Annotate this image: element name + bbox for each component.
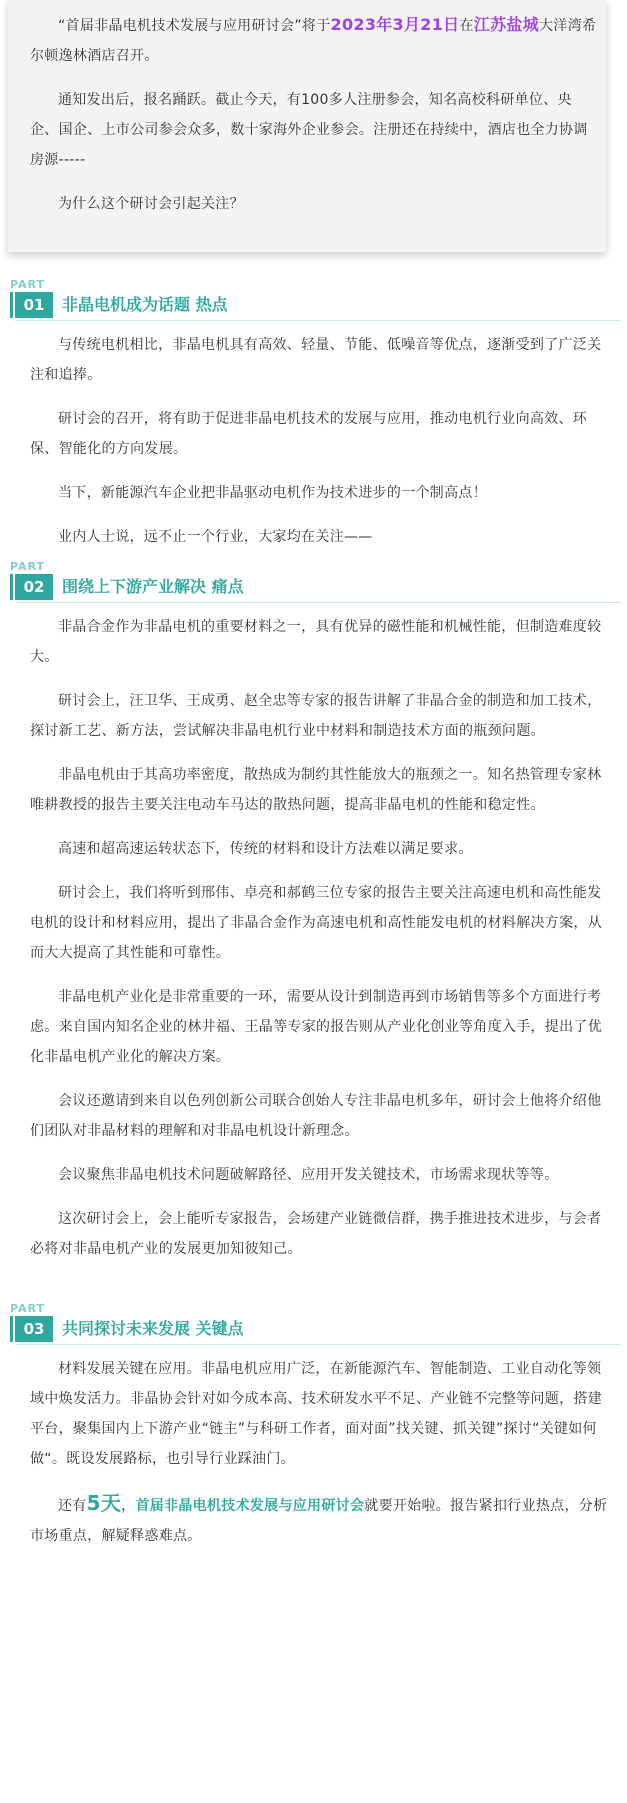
- paragraph: 研讨会的召开，将有助于促进非晶电机技术的发展与应用，推动电机行业向高效、环保、智能化的方向发展。: [30, 411, 588, 457]
- paragraph: 高速和超高速运转状态下，传统的材料和设计方法难以满足要求。: [58, 841, 473, 857]
- intro-paragraph-2: 通知发出后，报名踊跃。截止今天，有100多人注册参会，知名高校科研单位、央企、国企、上市公司参会众多，数十家海外企业参会。注册还在持续中，酒店也全力协调房源-----: [30, 92, 588, 168]
- paragraph: 研讨会上，汪卫华、王成勇、赵全忠等专家的报告讲解了非晶合金的制造和加工技术，探讨新工艺、新方法，尝试解决非晶电机行业中材料和制造技术方面的瓶颈问题。: [30, 693, 602, 739]
- section-divider: [15, 602, 621, 603]
- intro-paragraph-1: [30, 10, 600, 71]
- paragraph: 非晶电机产业化是非常重要的一环，需要从设计到制造再到市场销售等多个方面进行考虑。来自国内知名企业的林井福、王晶等专家的报告则从产业化创业等角度入手，提出了优化非晶电机产业化的解决方案。: [30, 989, 602, 1065]
- closing-text: ，: [121, 1498, 136, 1514]
- paragraph: 当下，新能源汽车企业把非晶驱动电机作为技术进步的一个制高点！: [58, 485, 487, 501]
- intro-text: 大洋湾希尔顿逸林酒店召开。: [30, 18, 597, 64]
- intro-paragraph-3: 为什么这个研讨会引起关注？: [58, 196, 244, 212]
- intro-card: [8, 0, 606, 252]
- part-label: PART: [10, 1302, 46, 1315]
- section-body-01: [30, 330, 612, 552]
- section-header-03: [10, 1302, 622, 1352]
- paragraph: 会议聚焦非晶电机技术问题破解路径、应用开发关键技术，市场需求现状等等。: [58, 1167, 559, 1183]
- section-accent-bar: [10, 1316, 13, 1342]
- section-header-02: [10, 560, 622, 610]
- paragraph: 材料发展关键在应用。非晶电机应用广泛，在新能源汽车、智能制造、工业自动化等领域中焕发活力。非晶协会针对如今成本高、技术研发水平不足、产业链不完整等问题，搭建平台，聚集国内上下游产业“链主”与科研工作者，面对面”找关键、抓关键”探讨“关键如何做“。既设发展路标，也引导行业踩油门。: [30, 1361, 602, 1467]
- section-accent-bar: [10, 574, 13, 600]
- section-number: 02: [15, 574, 53, 600]
- paragraph: 会议还邀请到来自以色列创新公司联合创始人专注非晶电机多年，研讨会上他将介绍他们团队对非晶材料的理解和对非晶电机设计新理念。: [30, 1093, 602, 1139]
- section-accent-bar: [10, 292, 13, 318]
- paragraph: 研讨会上，我们将听到邢伟、卓亮和郝鹤三位专家的报告主要关注高速电机和高性能发电机的设计和材料应用，提出了非晶合金作为高速电机和高性能发电机的材料解决方案，从而大大提高了其性能和可靠性。: [30, 885, 602, 961]
- intro-text: “首届非晶电机技术发展与应用研讨会”将于: [58, 18, 331, 34]
- event-place: 江苏盐城: [473, 15, 539, 34]
- paragraph: 业内人士说，远不止一个行业，大家均在关注——: [58, 529, 373, 545]
- paragraph: 非晶合金作为非晶电机的重要材料之一，具有优异的磁性能和机械性能，但制造难度较大。: [30, 619, 602, 665]
- section-number: 01: [15, 292, 53, 318]
- part-label: PART: [10, 278, 46, 291]
- section-body-02: [30, 612, 612, 1264]
- section-body-03: [30, 1354, 612, 1551]
- intro-text: 在: [459, 18, 474, 34]
- section-divider: [15, 320, 621, 321]
- paragraph: 这次研讨会上，会上能听专家报告，会场建产业链微信群，携手推进技术进步，与会者必将对非晶电机产业的发展更加知彼知己。: [30, 1211, 602, 1257]
- part-label: PART: [10, 560, 46, 573]
- event-date: 2023年3月21日: [330, 15, 460, 34]
- closing-text: 就要开始啦。报告紧扣行业热点，分析市场重点，解疑释惑难点。: [30, 1498, 608, 1544]
- section-title: 共同探讨未来发展 关键点: [62, 1319, 244, 1338]
- section-title: 非晶电机成为话题 热点: [62, 295, 228, 314]
- event-name: 首届非晶电机技术发展与应用研讨会: [135, 1498, 365, 1514]
- section-title: 围绕上下游产业解决 痛点: [62, 577, 244, 596]
- closing-paragraph: [30, 1488, 612, 1551]
- section-number: 03: [15, 1316, 53, 1342]
- section-header-01: [10, 278, 622, 328]
- section-divider: [15, 1344, 621, 1345]
- days-remaining: 5天: [86, 1491, 122, 1515]
- paragraph: 非晶电机由于其高功率密度，散热成为制约其性能放大的瓶颈之一。知名热管理专家林唯耕教授的报告主要关注电动车马达的散热问题，提高非晶电机的性能和稳定性。: [30, 767, 602, 813]
- closing-text: 还有: [58, 1498, 87, 1514]
- paragraph: 与传统电机相比，非晶电机具有高效、轻量、节能、低噪音等优点，逐渐受到了广泛关注和追捧。: [30, 337, 602, 383]
